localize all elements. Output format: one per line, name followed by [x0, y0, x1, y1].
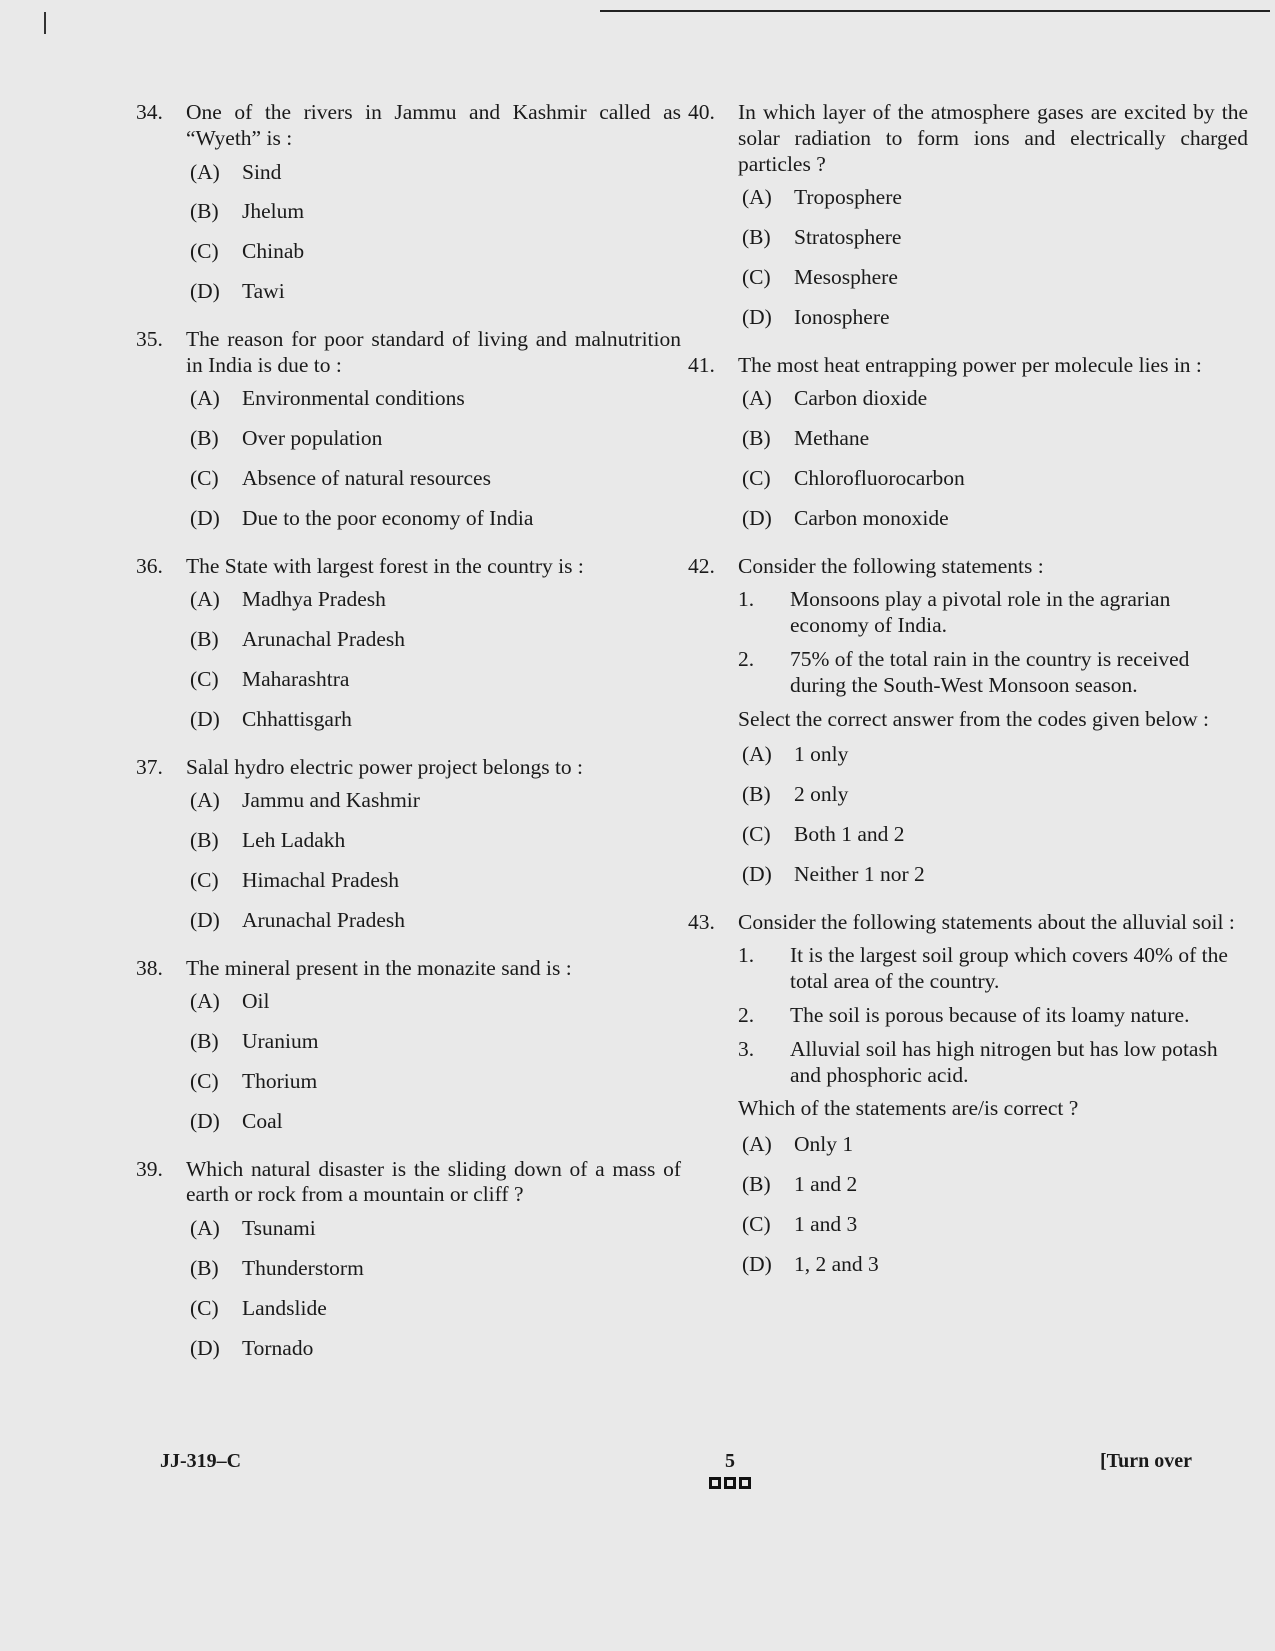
answer-option [742, 426, 1248, 452]
option-text: Thorium [242, 1068, 318, 1093]
option-label: (A) [190, 1216, 220, 1241]
option-label: (A) [742, 1132, 772, 1157]
answer-option [742, 1132, 1248, 1158]
statement-number: 1. [738, 587, 755, 612]
option-text: Chinab [242, 239, 305, 264]
answer-option [742, 822, 1248, 848]
question-body [186, 100, 681, 319]
question-body [186, 755, 681, 948]
question-instruction: Select the correct answer from the codes given below : [738, 706, 1210, 731]
option-text: Troposphere [794, 185, 902, 210]
answer-option [190, 239, 681, 265]
answer-option [190, 426, 681, 452]
option-text: 2 only [794, 782, 849, 807]
answer-option [742, 742, 1248, 768]
box-marks [700, 1477, 760, 1489]
question-text: The most heat entrapping power per molecule lies in : [738, 352, 1202, 377]
option-label: (D) [742, 861, 772, 886]
answer-option [190, 1256, 681, 1282]
question-number: 43. [688, 909, 715, 934]
statement [738, 1003, 1248, 1029]
option-label: (C) [190, 666, 219, 691]
option-text: 1, 2 and 3 [794, 1251, 879, 1276]
option-text: Due to the poor economy of India [242, 505, 534, 530]
option-label: (D) [742, 505, 772, 530]
option-text: Landslide [242, 1295, 327, 1320]
answer-option [742, 782, 1248, 808]
question [688, 353, 1248, 546]
answer-option [190, 160, 681, 186]
option-label: (B) [190, 1029, 219, 1054]
option-text: Absence of natural resources [242, 465, 491, 490]
option-text: Coal [242, 1108, 283, 1133]
option-label: (C) [190, 1295, 219, 1320]
answer-option [742, 1252, 1248, 1278]
option-text: Stratosphere [794, 225, 902, 250]
question-body [186, 1157, 681, 1376]
statement-text: It is the largest soil group which covers 40% of the total area of the country. [790, 943, 1228, 994]
question-number: 35. [136, 326, 163, 351]
option-text: Leh Ladakh [242, 828, 346, 853]
statement-text: The soil is porous because of its loamy nature. [790, 1002, 1190, 1027]
option-text: Tsunami [242, 1216, 316, 1241]
question-text: The mineral present in the monazite sand is : [186, 955, 572, 980]
answer-option [190, 707, 681, 733]
statement-number: 3. [738, 1036, 755, 1061]
option-label: (A) [742, 386, 772, 411]
question-text: Consider the following statements about the alluvial soil : [738, 909, 1235, 934]
option-label: (D) [742, 304, 772, 329]
option-text: Madhya Pradesh [242, 587, 386, 612]
option-text: Sind [242, 159, 282, 184]
option-label: (D) [190, 706, 220, 731]
option-text: Jammu and Kashmir [242, 788, 420, 813]
left-column [136, 100, 681, 1383]
answer-option [190, 279, 681, 305]
option-label: (B) [742, 1171, 771, 1196]
option-text: Chlorofluorocarbon [794, 465, 965, 490]
option-label: (B) [190, 627, 219, 652]
option-label: (B) [190, 828, 219, 853]
question-text: The reason for poor standard of living and malnutrition in India is due to : [186, 326, 681, 377]
option-text: Environmental conditions [242, 386, 465, 411]
option-text: Oil [242, 989, 270, 1014]
option-label: (C) [190, 465, 219, 490]
answer-option [742, 305, 1248, 331]
option-text: 1 and 3 [794, 1211, 858, 1236]
turn-over-note: [Turn over [1100, 1450, 1193, 1472]
statement-text: 75% of the total rain in the country is received during the South-West Monsoon season. [790, 646, 1190, 697]
top-rule [600, 10, 1270, 12]
question [136, 1157, 681, 1376]
statement-text: Alluvial soil has high nitrogen but has low potash and phosphoric acid. [790, 1036, 1218, 1087]
option-text: Tornado [242, 1335, 314, 1360]
question [136, 554, 681, 747]
answer-option [190, 1216, 681, 1242]
option-label: (D) [190, 505, 220, 530]
question [136, 100, 681, 319]
question-number: 38. [136, 955, 163, 980]
option-text: Ionosphere [794, 304, 890, 329]
option-text: Carbon monoxide [794, 505, 949, 530]
option-text: Chhattisgarh [242, 706, 352, 731]
answer-option [742, 386, 1248, 412]
option-label: (B) [742, 225, 771, 250]
question-instruction: Which of the statements are/is correct ? [738, 1096, 1079, 1121]
page-number: 5 [725, 1450, 735, 1472]
option-label: (A) [742, 742, 772, 767]
answer-option [190, 989, 681, 1015]
option-label: (C) [742, 821, 771, 846]
answer-option [742, 506, 1248, 532]
option-label: (D) [190, 1335, 220, 1360]
option-label: (B) [742, 782, 771, 807]
answer-option [190, 868, 681, 894]
option-label: (B) [190, 199, 219, 224]
option-label: (C) [190, 1068, 219, 1093]
option-label: (A) [742, 185, 772, 210]
option-label: (C) [742, 1211, 771, 1236]
option-text: Methane [794, 426, 870, 451]
option-label: (B) [742, 426, 771, 451]
question-number: 37. [136, 754, 163, 779]
option-text: 1 and 2 [794, 1171, 858, 1196]
option-text: 1 only [794, 742, 849, 767]
question-text: The State with largest forest in the country is : [186, 553, 584, 578]
option-label: (A) [190, 788, 220, 813]
option-text: Arunachal Pradesh [242, 627, 405, 652]
question-body [186, 956, 681, 1149]
option-text: Jhelum [242, 199, 305, 224]
option-text: Only 1 [794, 1132, 854, 1157]
question [688, 100, 1248, 345]
question-body [186, 554, 681, 747]
question-body [186, 327, 681, 546]
option-label: (C) [190, 867, 219, 892]
answer-option [190, 386, 681, 412]
option-text: Arunachal Pradesh [242, 907, 405, 932]
option-label: (D) [190, 907, 220, 932]
question-number: 39. [136, 1156, 163, 1181]
option-text: Himachal Pradesh [242, 867, 400, 892]
option-label: (C) [190, 239, 219, 264]
option-label: (C) [742, 465, 771, 490]
question-text: In which layer of the atmosphere gases are excited by the solar radiation to form ions and electrically charged particles ? [738, 100, 1248, 176]
answer-option [190, 1029, 681, 1055]
question-body [738, 554, 1248, 902]
answer-option [190, 627, 681, 653]
option-text: Maharashtra [242, 666, 350, 691]
option-text: Neither 1 nor 2 [794, 861, 925, 886]
answer-option [742, 466, 1248, 492]
answer-option [742, 862, 1248, 888]
paper-code: JJ-319–C [160, 1450, 242, 1472]
question [136, 956, 681, 1149]
option-label: (B) [190, 1255, 219, 1280]
option-label: (A) [190, 386, 220, 411]
page-number-block [700, 1450, 760, 1489]
question-number: 34. [136, 100, 163, 124]
statement-number: 2. [738, 1002, 755, 1027]
statement-number: 1. [738, 943, 755, 968]
answer-option [190, 587, 681, 613]
question-body [738, 100, 1248, 345]
question-number: 40. [688, 100, 715, 124]
statement-number: 2. [738, 646, 755, 671]
option-label: (A) [190, 989, 220, 1014]
question-number: 41. [688, 352, 715, 377]
statement [738, 943, 1248, 995]
option-label: (A) [190, 159, 220, 184]
option-text: Tawi [242, 278, 285, 303]
question [688, 554, 1248, 902]
question-text: Which natural disaster is the sliding down of a mass of earth or rock from a mountain or cliff ? [186, 1156, 681, 1207]
question-body [738, 910, 1248, 1292]
question-body [738, 353, 1248, 546]
answer-option [742, 1212, 1248, 1238]
question [136, 755, 681, 948]
question-text: One of the rivers in Jammu and Kashmir called as “Wyeth” is : [186, 100, 681, 150]
right-column [688, 100, 1248, 1299]
option-label: (B) [190, 426, 219, 451]
answer-option [190, 667, 681, 693]
answer-option [190, 1296, 681, 1322]
question-text: Consider the following statements : [738, 553, 1044, 578]
option-label: (A) [190, 587, 220, 612]
statement-text: Monsoons play a pivotal role in the agrarian economy of India. [790, 587, 1171, 638]
margin-mark [44, 12, 46, 34]
question [688, 910, 1248, 1292]
statement [738, 587, 1248, 639]
statement [738, 1037, 1248, 1089]
answer-option [742, 265, 1248, 291]
answer-option [190, 1336, 681, 1362]
option-text: Both 1 and 2 [794, 821, 905, 846]
statement [738, 647, 1248, 699]
answer-option [742, 225, 1248, 251]
answer-option [190, 506, 681, 532]
option-label: (D) [190, 278, 220, 303]
answer-option [190, 466, 681, 492]
question-text: Salal hydro electric power project belongs to : [186, 754, 584, 779]
answer-option [190, 788, 681, 814]
option-label: (D) [742, 1251, 772, 1276]
answer-option [742, 1172, 1248, 1198]
option-text: Over population [242, 426, 383, 451]
option-text: Carbon dioxide [794, 386, 928, 411]
option-text: Mesosphere [794, 264, 898, 289]
answer-option [190, 1109, 681, 1135]
question-number: 42. [688, 553, 715, 578]
question [136, 327, 681, 546]
answer-option [742, 185, 1248, 211]
answer-option [190, 908, 681, 934]
answer-option [190, 828, 681, 854]
option-text: Uranium [242, 1029, 319, 1054]
answer-option [190, 1069, 681, 1095]
option-text: Thunderstorm [242, 1255, 364, 1280]
option-label: (C) [742, 264, 771, 289]
answer-option [190, 199, 681, 225]
option-label: (D) [190, 1108, 220, 1133]
question-number: 36. [136, 553, 163, 578]
